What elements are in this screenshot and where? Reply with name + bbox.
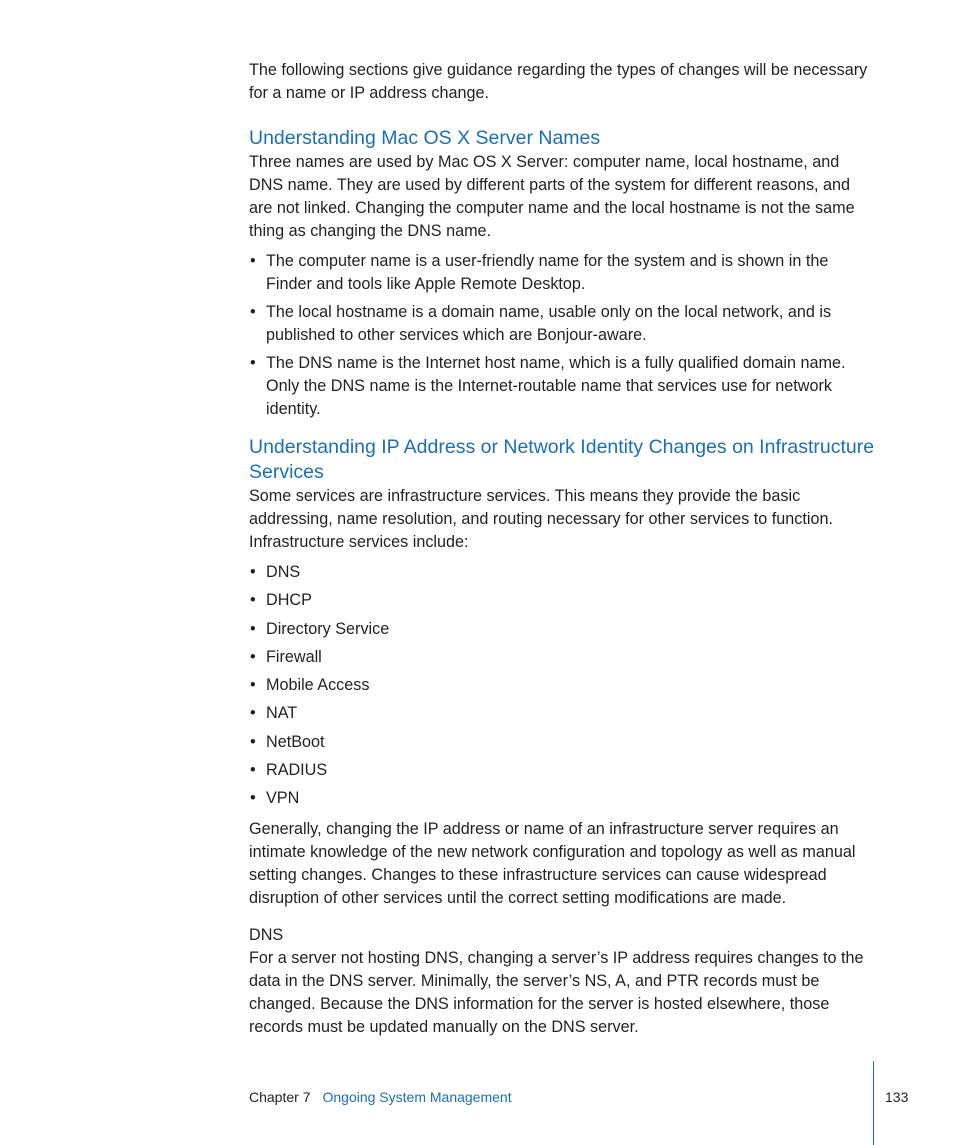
page-footer [249,1087,512,1107]
bullet-icon: • [250,591,256,610]
list-item: • DHCP [249,589,877,612]
names-bullet-list [249,250,877,421]
chapter-title-link[interactable]: Ongoing System Management [322,1089,512,1105]
section-heading-server-names: Understanding Mac OS X Server Names [249,127,601,149]
bullet-icon: • [250,563,256,581]
list-item: • Mobile Access [249,674,877,697]
chapter-label: Chapter 7 [249,1089,311,1105]
list-item: • RADIUS [249,759,877,782]
list-item: • NAT [249,702,877,725]
general-paragraph: Generally, changing the IP address or name of an infrastructure server requires an intimate knowledge of the new network configuration and topology as well as manual setting changes. Changes to these infrastructure services can cause widespread disruption of other services until the correct setting modifications are made. [249,820,856,908]
list-item: • The DNS name is the Internet host name, which is a fully qualified domain name. Only the DNS name is the Internet-routable name that services use for network identity. [250,354,846,418]
bullet-icon: • [250,303,256,321]
bullet-icon: • [250,619,256,638]
list-item: • DNS [249,561,877,584]
bullet-icon: • [250,354,256,372]
list-item: • Directory Service [249,618,877,641]
bullet-icon: • [250,647,256,666]
dns-paragraph: For a server not hosting DNS, changing a server’s IP address requires changes to the data in the DNS server. Minimally, the server’s NS, A, and PTR records must be changed. Because the DNS information for the server is hosted elsewhere, those records must be updated manually on the DNS server. [249,949,864,1037]
bullet-icon: • [250,704,256,723]
page-number-rule [873,1061,874,1145]
section-heading-infrastructure: Understanding IP Address or Network Identity Changes on Infrastructure Services [249,436,875,483]
subheading-dns: DNS [249,926,284,945]
bullet-icon: • [250,732,256,751]
infrastructure-paragraph: Some services are infrastructure services. This means they provide the basic addressing, name resolution, and routing necessary for other services to function. Infrastructure services include: [249,487,833,551]
bullet-icon: • [250,761,256,780]
bullet-icon: • [250,676,256,695]
services-bullet-list [249,561,877,810]
page-number: 133 [885,1089,909,1105]
page-content [249,59,877,1039]
list-item: • The computer name is a user-friendly name for the system and is shown in the Finder and tools like Apple Remote Desktop. [250,252,829,293]
bullet-icon: • [250,252,256,270]
list-item: • NetBoot [249,731,877,754]
bullet-icon: • [250,789,256,808]
list-item: • VPN [249,787,877,810]
list-item: • The local hostname is a domain name, usable only on the local network, and is published to other services which are Bonjour-aware. [250,303,832,344]
list-item: • Firewall [249,646,877,669]
intro-paragraph: The following sections give guidance regarding the types of changes will be necessary for a name or IP address change. [249,61,868,102]
server-names-paragraph: Three names are used by Mac OS X Server: computer name, local hostname, and DNS name. They are used by different parts of the system for different reasons, and are not linked. Changing the computer name and the local hostname is not the same thing as changing the DNS name. [249,153,855,240]
